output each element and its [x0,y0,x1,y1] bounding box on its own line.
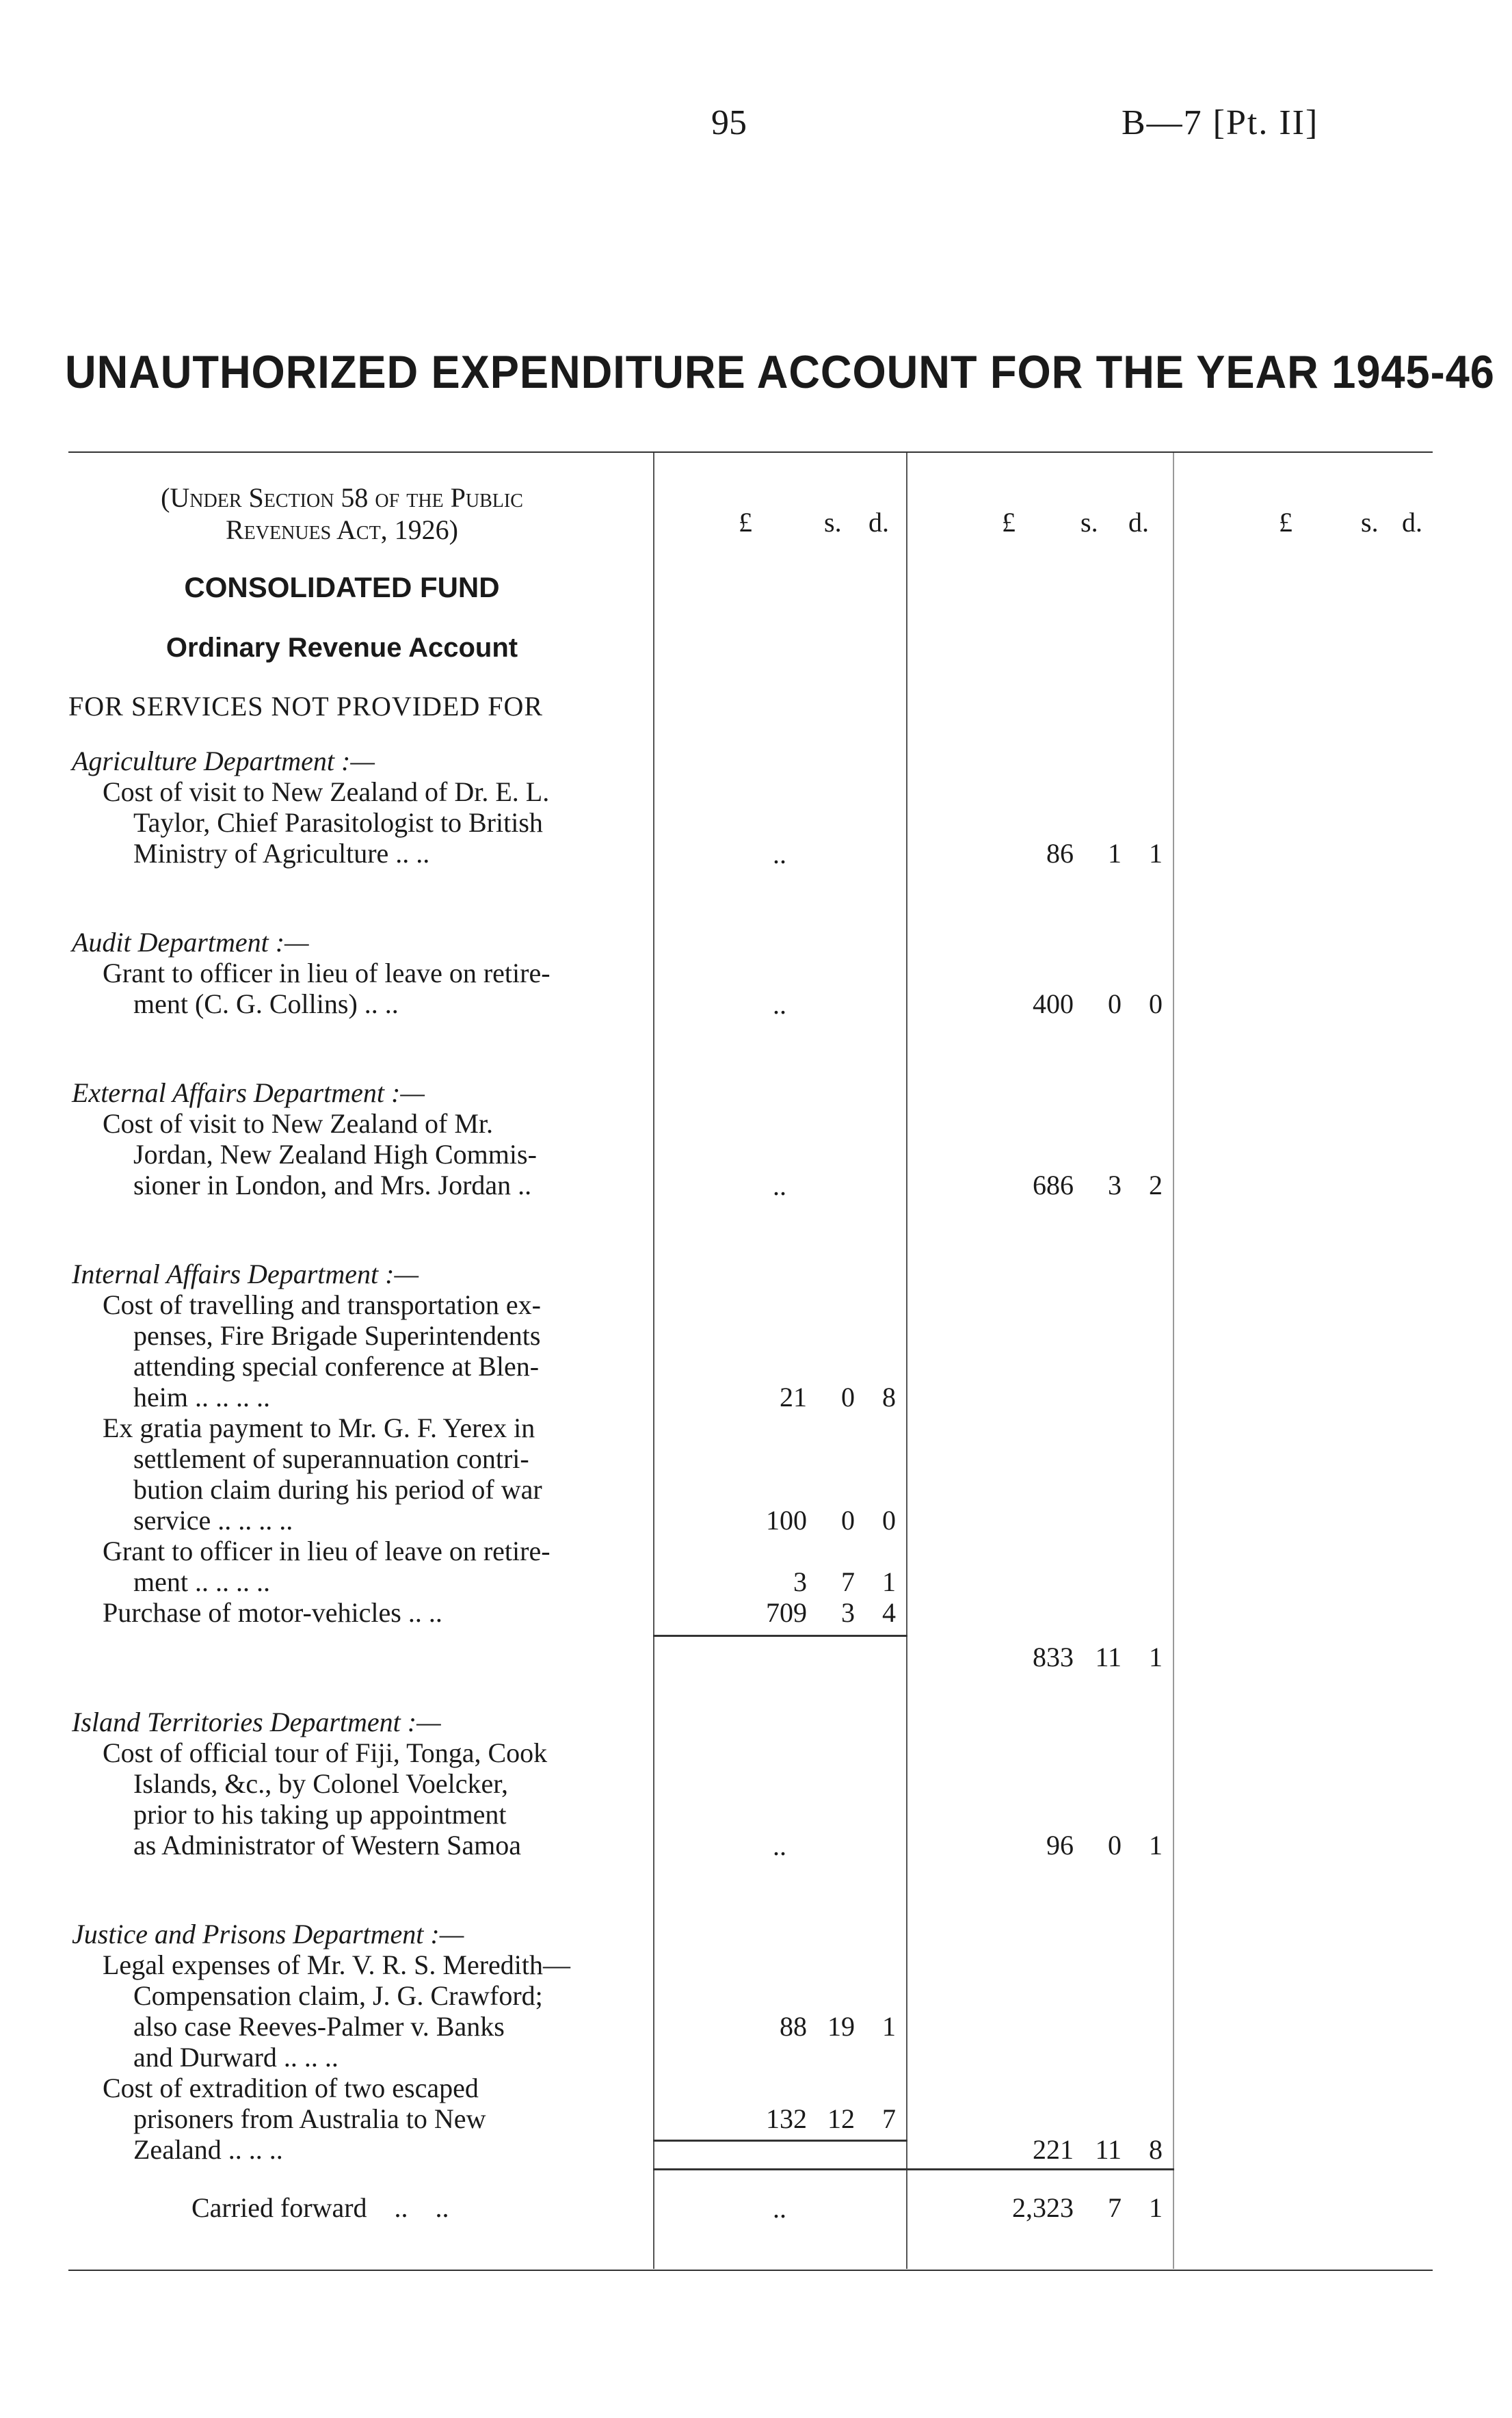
department-name: Island Territories Department :— [72,1707,441,1737]
pounds: 100 [766,1505,807,1536]
justice-prisons-total [916,2134,1163,2165]
entry-line: Cost of official tour of Fiji, Tonga, Cook [103,1737,548,1768]
col2-shilling-header: s. [1080,507,1098,538]
account-heading: Ordinary Revenue Account [165,633,518,663]
entry-line: Jordan, New Zealand High Commis- [133,1139,537,1170]
entry-line: Legal expenses of Mr. V. R. S. Meredith— [103,1949,571,1980]
fund-heading: CONSOLIDATED FUND [184,571,500,603]
audit-entry [72,927,629,1019]
bottom-rule [68,2270,1433,2271]
col3-pound-header: £ [1279,507,1292,538]
internal-affairs-item-1 [677,1382,896,1412]
pence: 0 [882,1505,896,1536]
entry-line: Zealand .. .. .. [133,2134,283,2165]
pounds: 2,323 [1012,2192,1074,2223]
pounds: 96 [1046,1830,1074,1861]
column-divider-2 [906,453,907,2269]
col2-pound-header: £ [1002,507,1016,538]
shillings: 11 [1095,2134,1122,2165]
pence: 7 [882,2103,896,2134]
shillings: 11 [1095,1642,1122,1672]
pence: 1 [882,2011,896,2042]
internal-affairs-item-2 [677,1505,896,1536]
internal-affairs-item-3 [677,1566,896,1597]
col1-pound-header: £ [739,507,752,538]
entry-line: prisoners from Australia to New [133,2103,486,2134]
pence: 8 [1149,2134,1163,2165]
shillings: 1 [1108,838,1122,869]
entry-line: Cost of travelling and transportation ex- [103,1289,541,1320]
entry-line: Cost of visit to New Zealand of Mr. [103,1108,494,1139]
justice-prisons-entry [72,1919,629,2165]
pence: 4 [882,1597,896,1628]
justice-prisons-item-2 [677,2103,896,2134]
island-territories-total [916,1830,1163,1861]
shillings: 19 [827,2011,855,2042]
pence: 1 [1149,2192,1163,2223]
pence: 1 [1149,838,1163,869]
col1-placeholder: .. [773,2193,786,2224]
internal-affairs-subtotal-rule [653,1635,907,1637]
shillings: 3 [841,1597,855,1628]
pence: 0 [1149,988,1163,1019]
entry-line: Taylor, Chief Parasitologist to British [133,807,543,838]
pence: 1 [1149,1830,1163,1861]
entry-line: service .. .. .. .. [133,1505,293,1536]
pence: 1 [1149,1642,1163,1672]
entry-line: penses, Fire Brigade Superintendents [133,1320,541,1351]
department-name: Justice and Prisons Department :— [72,1919,464,1949]
col1-shilling-header: s. [824,507,842,538]
col3-pence-header: d. [1402,507,1422,538]
audit-total [916,988,1163,1019]
entry-line: settlement of superannuation contri- [133,1443,529,1474]
department-name: Agriculture Department :— [72,746,375,776]
external-affairs-total [916,1170,1163,1200]
pounds: 3 [793,1566,807,1597]
shillings: 0 [841,1382,855,1412]
entry-line: Ministry of Agriculture .. .. [133,838,430,869]
department-name: Internal Affairs Department :— [72,1259,419,1289]
grand-subtotal-rule [653,2168,1174,2170]
top-rule [68,451,1433,453]
agriculture-total [916,838,1163,869]
column-divider-1 [653,453,654,2269]
internal-affairs-item-4 [677,1597,896,1628]
pence: 1 [882,1566,896,1597]
page-title: UNAUTHORIZED EXPENDITURE ACCOUNT FOR THE YEAR 1945-46 [65,346,1495,398]
department-name: External Affairs Department :— [72,1077,425,1108]
col1-pence-header: d. [868,507,889,538]
entry-line: Compensation claim, J. G. Crawford; [133,1980,543,2011]
pounds: 86 [1046,838,1074,869]
carried-forward-label: Carried forward .. .. [191,2192,449,2223]
entry-line: Ex gratia payment to Mr. G. F. Yerex in [103,1412,535,1443]
entry-line: Cost of visit to New Zealand of Dr. E. L. [103,776,550,807]
internal-affairs-total [916,1642,1163,1672]
entry-line: prior to his taking up appointment [133,1799,507,1830]
pounds: 400 [1033,988,1074,1019]
entry-line: Grant to officer in lieu of leave on retire- [103,958,551,988]
shillings: 0 [1108,988,1122,1019]
entry-line: Islands, &c., by Colonel Voelcker, [133,1768,508,1799]
column-divider-3 [1173,453,1174,2269]
pounds: 221 [1033,2134,1074,2165]
col3-shilling-header: s. [1361,507,1379,538]
pounds: 88 [780,2011,807,2042]
shillings: 0 [841,1505,855,1536]
justice-prisons-item-1 [677,2011,896,2042]
pounds: 833 [1033,1642,1074,1672]
entry-line: as Administrator of Western Samoa [133,1830,522,1861]
department-name: Audit Department :— [72,927,309,958]
entry-line: attending special conference at Blen- [133,1351,540,1382]
col1-placeholder: .. [773,1830,786,1861]
pounds: 21 [780,1382,807,1412]
entry-line: and Durward .. .. .. [133,2042,339,2073]
pounds: 709 [766,1597,807,1628]
island-territories-entry [72,1707,629,1861]
shillings: 7 [841,1566,855,1597]
internal-affairs-entry [72,1259,629,1628]
act-reference-line1: (Under Section 58 of the Public [161,482,523,513]
entry-line: Grant to officer in lieu of leave on retire- [103,1536,551,1566]
entry-line: Purchase of motor-vehicles .. .. [103,1597,442,1628]
shillings: 7 [1108,2192,1122,2223]
page-number: 95 [711,103,747,142]
entry-line: bution claim during his period of war [133,1474,542,1505]
shillings: 0 [1108,1830,1122,1861]
col2-pence-header: d. [1128,507,1149,538]
entry-line: ment .. .. .. .. [133,1566,270,1597]
carried-forward-total [916,2192,1163,2223]
shillings: 12 [827,2103,855,2134]
pounds: 132 [766,2103,807,2134]
services-heading: FOR SERVICES NOT PROVIDED FOR [68,691,544,722]
pence: 2 [1149,1170,1163,1200]
external-affairs-entry [72,1077,629,1200]
agriculture-entry [72,746,629,869]
entry-line: also case Reeves-Palmer v. Banks [133,2011,505,2042]
document-reference: B—7 [Pt. II] [1122,103,1319,142]
entry-line: sioner in London, and Mrs. Jordan .. [133,1170,532,1200]
col1-placeholder: .. [773,1170,786,1201]
entry-line: heim .. .. .. .. [133,1382,270,1412]
act-reference-line2: Revenues Act, 1926) [225,514,458,545]
entry-line: ment (C. G. Collins) .. .. [133,988,399,1019]
pence: 8 [882,1382,896,1412]
col1-placeholder: .. [773,989,786,1020]
justice-prisons-subtotal-rule [653,2140,907,2142]
entry-line: Cost of extradition of two escaped [103,2073,479,2103]
shillings: 3 [1108,1170,1122,1200]
col1-placeholder: .. [773,839,786,869]
pounds: 686 [1033,1170,1074,1200]
